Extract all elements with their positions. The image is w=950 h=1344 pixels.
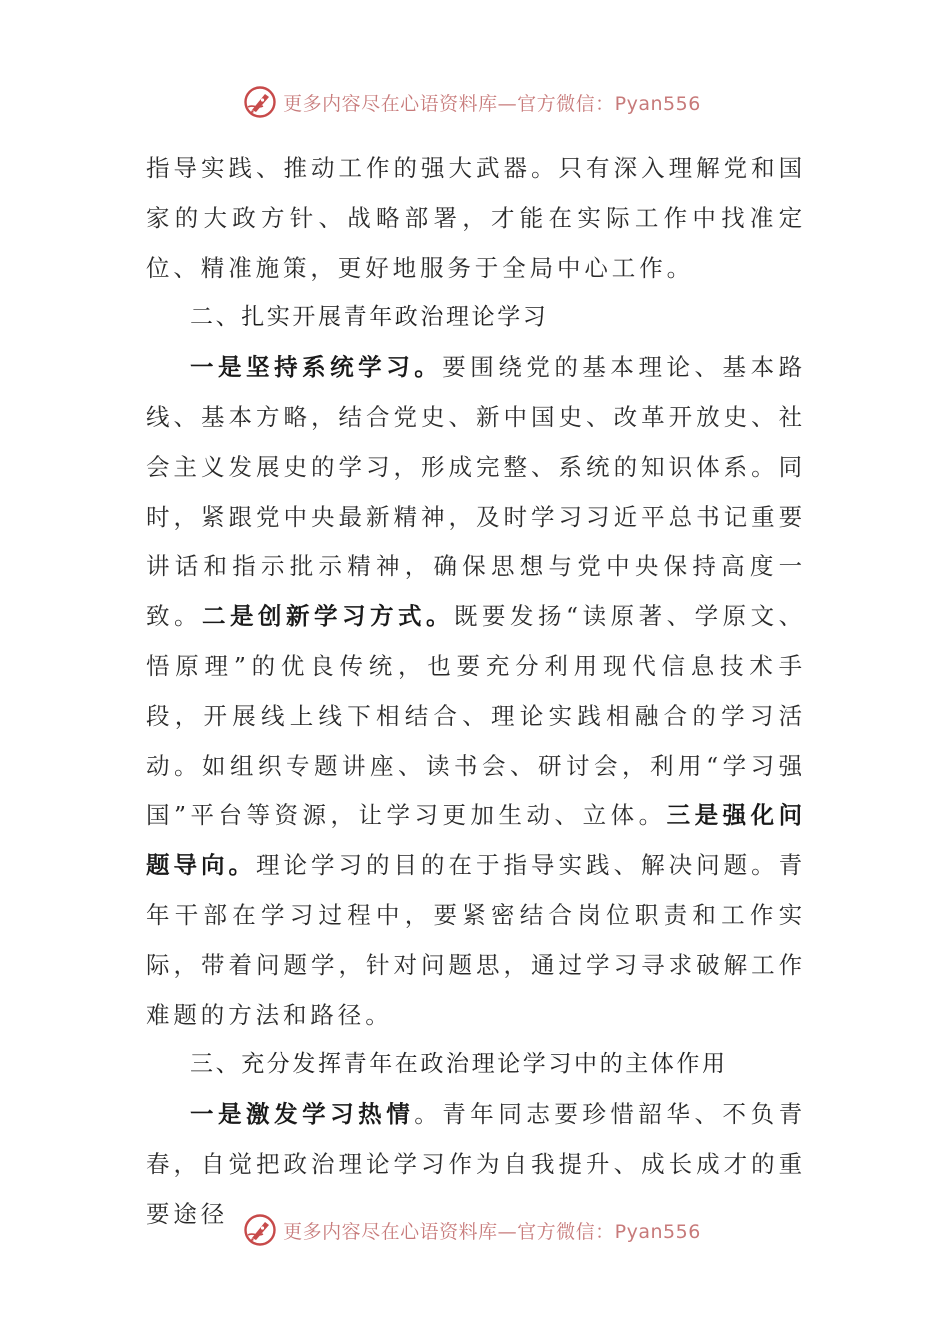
point-1-bold: 一是坚持系统学习。 xyxy=(190,353,443,382)
header-banner-inner xyxy=(243,85,701,119)
document-body xyxy=(146,144,806,1240)
point-2-text: 既要发扬“读原著、学原文、悟原理”的优良传统，也要充分利用现代信息技术手段，开展线上线下相结合、理论实践相融合的学习活动。如组织专题讲座、读书会、研讨会，利用“学习强国”平台等资源，让学习更加生动、立体。 xyxy=(146,602,806,830)
point-3-text: 理论学习的目的在于指导实践、解决问题。青年干部在学习过程中，要紧密结合岗位职责和工作实际，带着问题学，针对问题思，通过学习寻求破解工作难题的方法和路径。 xyxy=(146,851,806,1029)
header-wechat-id: Pyan556 xyxy=(614,92,701,115)
section-2-heading: 二、扎实开展青年政治理论学习 xyxy=(190,304,549,331)
header-banner-text: 更多内容尽在心语资料库—官方微信：Pyan556 xyxy=(283,92,701,115)
footer-wechat-id: Pyan556 xyxy=(614,1220,701,1243)
section-3-point-1-bold: 一是激发学习热情 xyxy=(190,1100,415,1129)
section-3-point-1-text: 。青年同志要珍惜韶华、不负青春，自觉把政治理论学习作为自我提升、成长成才的重要途径 xyxy=(146,1100,806,1228)
section-2-paragraph xyxy=(146,343,806,1040)
footer-banner xyxy=(0,1208,950,1252)
pen-nib-logo-icon xyxy=(243,1213,277,1247)
header-banner xyxy=(0,80,950,124)
paragraph-continued: 指导实践、推动工作的强大武器。只有深入理解党和国家的大政方针、战略部署，才能在实际工作中找准定位、精准施策，更好地服务于全局中心工作。 xyxy=(146,154,806,282)
point-2-bold: 二是创新学习方式。 xyxy=(202,602,455,631)
section-3-heading: 三、充分发挥青年在政治理论学习中的主体作用 xyxy=(190,1051,728,1078)
point-1-text: 要围绕党的基本理论、基本路线、基本方略，结合党史、新中国史、改革开放史、社会主义发展史的学习，形成完整、系统的知识体系。同时，紧跟党中央最新精神，及时学习习近平总书记重要讲话和指示批示精神，确保思想与党中央保持高度一致。 xyxy=(146,353,807,631)
point-3-bold: 三是强化问题导向。 xyxy=(146,801,806,880)
pen-nib-logo-icon xyxy=(243,85,277,119)
footer-banner-text: 更多内容尽在心语资料库—官方微信：Pyan556 xyxy=(283,1220,701,1243)
footer-banner-inner xyxy=(243,1213,701,1247)
